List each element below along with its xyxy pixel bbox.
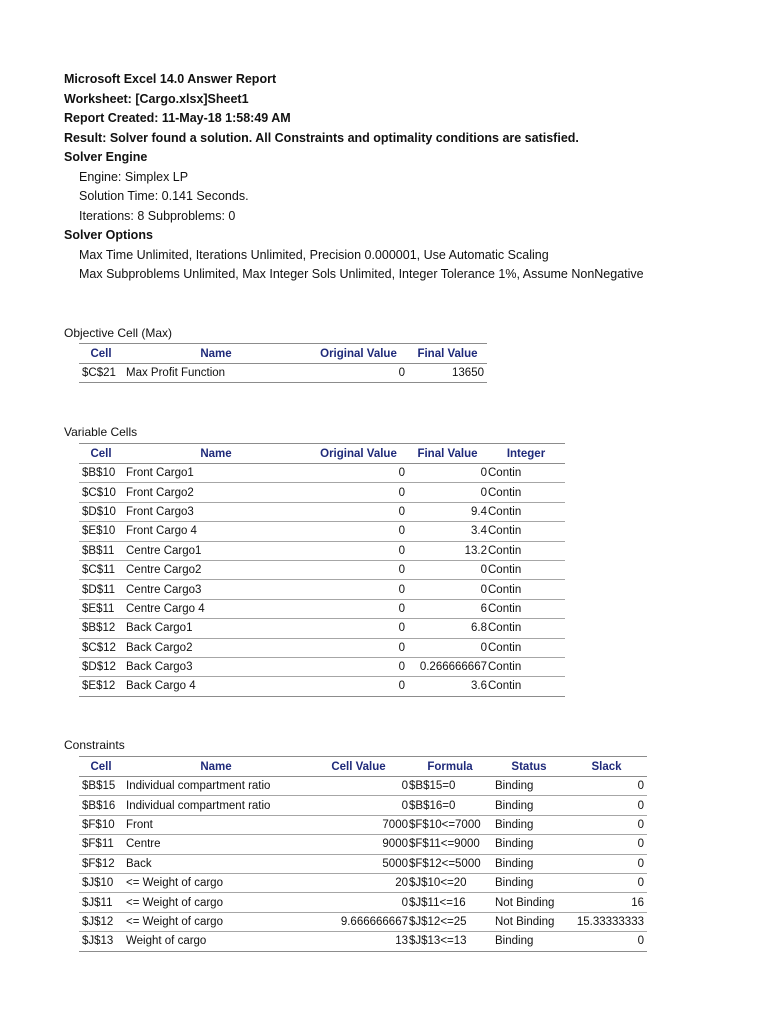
integer-type: Contin bbox=[487, 677, 565, 696]
original-value: 0 bbox=[309, 619, 408, 638]
table-row bbox=[79, 777, 647, 796]
row-name: Front Cargo3 bbox=[123, 502, 309, 521]
cell-ref: $D$11 bbox=[79, 580, 123, 599]
slack: 0 bbox=[566, 796, 647, 815]
row-name: Back Cargo1 bbox=[123, 619, 309, 638]
integer-type: Contin bbox=[487, 560, 565, 579]
cell-ref: $B$15 bbox=[79, 777, 123, 796]
final-value: 0 bbox=[408, 560, 487, 579]
integer-type: Contin bbox=[487, 638, 565, 657]
table-row bbox=[79, 483, 565, 502]
cell-ref: $F$11 bbox=[79, 835, 123, 854]
table-row bbox=[79, 560, 565, 579]
col-header-original-value: Original Value bbox=[309, 344, 408, 364]
cell-ref: $J$12 bbox=[79, 912, 123, 931]
status: Binding bbox=[492, 854, 566, 873]
final-value: 3.6 bbox=[408, 677, 487, 696]
table-row bbox=[79, 677, 565, 696]
cell-ref: $C$11 bbox=[79, 560, 123, 579]
table-row bbox=[79, 464, 565, 483]
row-name: Back Cargo3 bbox=[123, 657, 309, 676]
col-header-final-value: Final Value bbox=[408, 344, 487, 364]
original-value: 0 bbox=[309, 560, 408, 579]
integer-type: Contin bbox=[487, 599, 565, 618]
cell-value: 0 bbox=[309, 893, 408, 912]
final-value: 6 bbox=[408, 599, 487, 618]
report-header bbox=[64, 70, 754, 285]
table-row bbox=[79, 912, 647, 931]
cell-ref: $D$10 bbox=[79, 502, 123, 521]
table-row bbox=[79, 854, 647, 873]
status: Not Binding bbox=[492, 893, 566, 912]
col-header-name: Name bbox=[123, 344, 309, 364]
table-row bbox=[79, 619, 565, 638]
original-value: 0 bbox=[309, 502, 408, 521]
original-value: 0 bbox=[309, 599, 408, 618]
row-name: Centre Cargo 4 bbox=[123, 599, 309, 618]
status: Not Binding bbox=[492, 912, 566, 931]
status: Binding bbox=[492, 932, 566, 951]
table-row bbox=[79, 580, 565, 599]
col-header-formula: Formula bbox=[408, 757, 492, 777]
row-name: Back bbox=[123, 854, 309, 873]
formula: $F$11<=9000 bbox=[408, 835, 492, 854]
integer-type: Contin bbox=[487, 502, 565, 521]
formula: $F$10<=7000 bbox=[408, 815, 492, 834]
final-value: 0 bbox=[408, 464, 487, 483]
cell-value: 9.666666667 bbox=[309, 912, 408, 931]
row-name: Individual compartment ratio bbox=[123, 777, 309, 796]
table-row bbox=[79, 364, 487, 383]
cell-ref: $C$12 bbox=[79, 638, 123, 657]
table-row bbox=[79, 873, 647, 892]
solution-time-line: Solution Time: 0.141 Seconds. bbox=[79, 189, 249, 203]
original-value: 0 bbox=[309, 677, 408, 696]
cell-ref: $B$11 bbox=[79, 541, 123, 560]
cell-ref: $J$11 bbox=[79, 893, 123, 912]
worksheet-line: Worksheet: [Cargo.xlsx]Sheet1 bbox=[64, 91, 249, 106]
col-header-original-value: Original Value bbox=[309, 444, 408, 464]
original-value: 0 bbox=[309, 483, 408, 502]
original-value: 0 bbox=[309, 541, 408, 560]
row-name: Back Cargo2 bbox=[123, 638, 309, 657]
col-header-name: Name bbox=[123, 757, 309, 777]
formula: $J$12<=25 bbox=[408, 912, 492, 931]
table-row bbox=[79, 835, 647, 854]
cell-value: 0 bbox=[309, 777, 408, 796]
final-value: 13.2 bbox=[408, 541, 487, 560]
col-header-cell-value: Cell Value bbox=[309, 757, 408, 777]
constraints-header-row bbox=[79, 757, 647, 777]
status: Binding bbox=[492, 835, 566, 854]
table-row bbox=[79, 657, 565, 676]
cell-ref: $F$10 bbox=[79, 815, 123, 834]
variables-table bbox=[79, 443, 565, 697]
table-row bbox=[79, 638, 565, 657]
original-value: 0 bbox=[309, 522, 408, 541]
original-value: 0 bbox=[309, 464, 408, 483]
cell-ref: $E$11 bbox=[79, 599, 123, 618]
final-value: 0 bbox=[408, 483, 487, 502]
col-header-cell: Cell bbox=[79, 444, 123, 464]
original-value: 0 bbox=[309, 580, 408, 599]
row-name: Centre bbox=[123, 835, 309, 854]
table-row bbox=[79, 522, 565, 541]
row-name: <= Weight of cargo bbox=[123, 912, 309, 931]
table-row bbox=[79, 815, 647, 834]
integer-type: Contin bbox=[487, 657, 565, 676]
objective-header-row bbox=[79, 344, 487, 364]
status: Binding bbox=[492, 873, 566, 892]
engine-line: Engine: Simplex LP bbox=[79, 169, 189, 184]
table-row bbox=[79, 541, 565, 560]
col-header-name: Name bbox=[123, 444, 309, 464]
table-row bbox=[79, 502, 565, 521]
final-value: 0.266666667 bbox=[408, 657, 487, 676]
formula: $F$12<=5000 bbox=[408, 854, 492, 873]
final-value: 13650 bbox=[408, 364, 487, 383]
integer-type: Contin bbox=[487, 483, 565, 502]
slack: 0 bbox=[566, 815, 647, 834]
row-name: Individual compartment ratio bbox=[123, 796, 309, 815]
row-name: Front bbox=[123, 815, 309, 834]
constraints-table bbox=[79, 756, 647, 952]
final-value: 9.4 bbox=[408, 502, 487, 521]
original-value: 0 bbox=[309, 638, 408, 657]
cell-value: 5000 bbox=[309, 854, 408, 873]
table-row bbox=[79, 599, 565, 618]
status: Binding bbox=[492, 815, 566, 834]
slack: 0 bbox=[566, 873, 647, 892]
final-value: 3.4 bbox=[408, 522, 487, 541]
options-line-2: Max Subproblems Unlimited, Max Integer Sols Unlimited, Integer Tolerance 1%, Assume NonNegative bbox=[79, 267, 644, 281]
slack: 16 bbox=[566, 893, 647, 912]
col-header-cell: Cell bbox=[79, 757, 123, 777]
row-name: <= Weight of cargo bbox=[123, 873, 309, 892]
col-header-integer: Integer bbox=[487, 444, 565, 464]
final-value: 0 bbox=[408, 580, 487, 599]
objective-section-title: Objective Cell (Max) bbox=[64, 326, 173, 340]
original-value: 0 bbox=[309, 364, 408, 383]
cell-value: 7000 bbox=[309, 815, 408, 834]
table-row bbox=[79, 932, 647, 951]
col-header-final-value: Final Value bbox=[408, 444, 487, 464]
integer-type: Contin bbox=[487, 464, 565, 483]
formula: $J$13<=13 bbox=[408, 932, 492, 951]
status: Binding bbox=[492, 796, 566, 815]
iterations-line: Iterations: 8 Subproblems: 0 bbox=[79, 208, 236, 223]
slack: 0 bbox=[566, 854, 647, 873]
col-header-cell: Cell bbox=[79, 344, 123, 364]
formula: $B$15=0 bbox=[408, 777, 492, 796]
options-line-1: Max Time Unlimited, Iterations Unlimited, Precision 0.000001, Use Automatic Scaling bbox=[79, 247, 549, 262]
integer-type: Contin bbox=[487, 580, 565, 599]
variables-section-title: Variable Cells bbox=[64, 425, 138, 439]
slack: 15.33333333 bbox=[566, 912, 647, 931]
table-row bbox=[79, 893, 647, 912]
integer-type: Contin bbox=[487, 522, 565, 541]
cell-ref: $C$21 bbox=[79, 364, 123, 383]
variables-header-row bbox=[79, 444, 565, 464]
row-name: Centre Cargo1 bbox=[123, 541, 309, 560]
report-created-line: Report Created: 11-May-18 1:58:49 AM bbox=[64, 111, 291, 125]
cell-ref: $B$12 bbox=[79, 619, 123, 638]
col-header-slack: Slack bbox=[566, 757, 647, 777]
final-value: 6.8 bbox=[408, 619, 487, 638]
row-name: Back Cargo 4 bbox=[123, 677, 309, 696]
objective-table bbox=[79, 343, 487, 383]
status: Binding bbox=[492, 777, 566, 796]
cell-ref: $J$10 bbox=[79, 873, 123, 892]
table-row bbox=[79, 796, 647, 815]
cell-ref: $D$12 bbox=[79, 657, 123, 676]
row-name: <= Weight of cargo bbox=[123, 893, 309, 912]
integer-type: Contin bbox=[487, 541, 565, 560]
cell-value: 20 bbox=[309, 873, 408, 892]
slack: 0 bbox=[566, 932, 647, 951]
result-line: Result: Solver found a solution. All Constraints and optimality conditions are satisfied. bbox=[64, 130, 579, 145]
row-name: Centre Cargo2 bbox=[123, 560, 309, 579]
cell-ref: $B$10 bbox=[79, 464, 123, 483]
cell-ref: $J$13 bbox=[79, 932, 123, 951]
constraints-section-title: Constraints bbox=[64, 738, 125, 752]
cell-value: 13 bbox=[309, 932, 408, 951]
cell-ref: $C$10 bbox=[79, 483, 123, 502]
row-name: Max Profit Function bbox=[123, 364, 309, 383]
cell-ref: $B$16 bbox=[79, 796, 123, 815]
cell-value: 9000 bbox=[309, 835, 408, 854]
slack: 0 bbox=[566, 835, 647, 854]
original-value: 0 bbox=[309, 657, 408, 676]
row-name: Weight of cargo bbox=[123, 932, 309, 951]
slack: 0 bbox=[566, 777, 647, 796]
formula: $B$16=0 bbox=[408, 796, 492, 815]
formula: $J$10<=20 bbox=[408, 873, 492, 892]
row-name: Front Cargo 4 bbox=[123, 522, 309, 541]
cell-value: 0 bbox=[309, 796, 408, 815]
solver-options-heading: Solver Options bbox=[64, 228, 153, 242]
final-value: 0 bbox=[408, 638, 487, 657]
formula: $J$11<=16 bbox=[408, 893, 492, 912]
cell-ref: $E$10 bbox=[79, 522, 123, 541]
cell-ref: $F$12 bbox=[79, 854, 123, 873]
row-name: Front Cargo2 bbox=[123, 483, 309, 502]
report-title: Microsoft Excel 14.0 Answer Report bbox=[64, 72, 277, 86]
integer-type: Contin bbox=[487, 619, 565, 638]
col-header-status: Status bbox=[492, 757, 566, 777]
cell-ref: $E$12 bbox=[79, 677, 123, 696]
solver-engine-heading: Solver Engine bbox=[64, 150, 148, 164]
row-name: Centre Cargo3 bbox=[123, 580, 309, 599]
row-name: Front Cargo1 bbox=[123, 464, 309, 483]
